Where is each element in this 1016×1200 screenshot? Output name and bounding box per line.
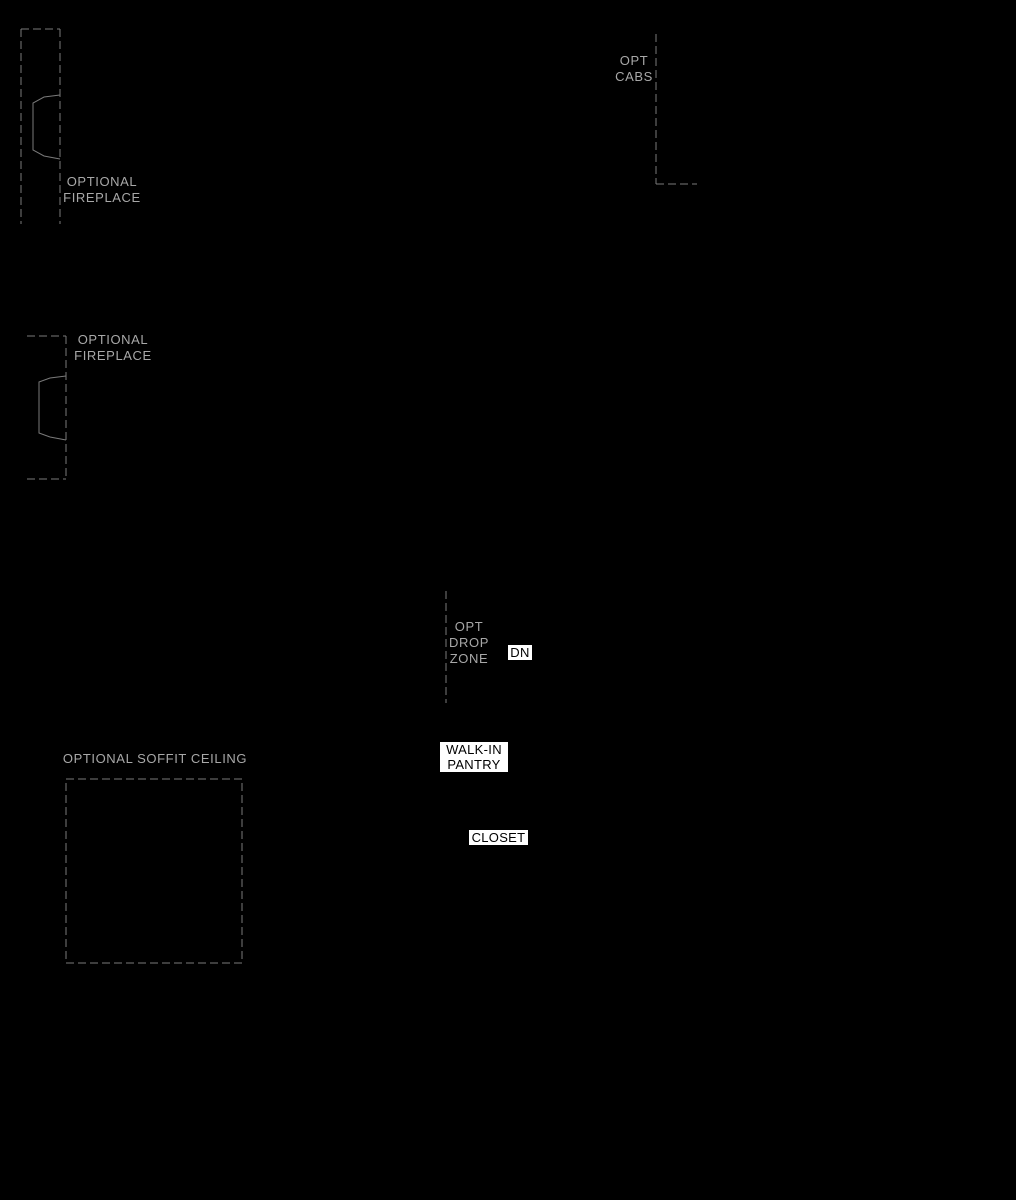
label-optional-soffit-ceiling: OPTIONAL SOFFIT CEILING bbox=[62, 751, 248, 766]
optional-fireplace-top-outline bbox=[21, 29, 60, 224]
label-opt-drop-zone: OPT DROP ZONE bbox=[449, 619, 489, 666]
tag-dn: DN bbox=[508, 645, 532, 660]
optional-fireplace-mid-outline bbox=[27, 336, 66, 480]
fireplace-hearth-top bbox=[33, 95, 60, 159]
opt-cabs-outline bbox=[656, 34, 697, 184]
label-optional-fireplace-top: OPTIONAL FIREPLACE bbox=[63, 174, 141, 205]
fireplace-hearth-mid bbox=[39, 376, 66, 440]
label-optional-fireplace-mid: OPTIONAL FIREPLACE bbox=[74, 332, 152, 363]
optional-soffit-ceiling-outline bbox=[66, 779, 242, 963]
tag-closet: CLOSET bbox=[469, 830, 528, 845]
tag-walk-in-pantry: WALK-IN PANTRY bbox=[440, 742, 508, 772]
label-opt-cabs: OPT CABS bbox=[615, 53, 653, 84]
